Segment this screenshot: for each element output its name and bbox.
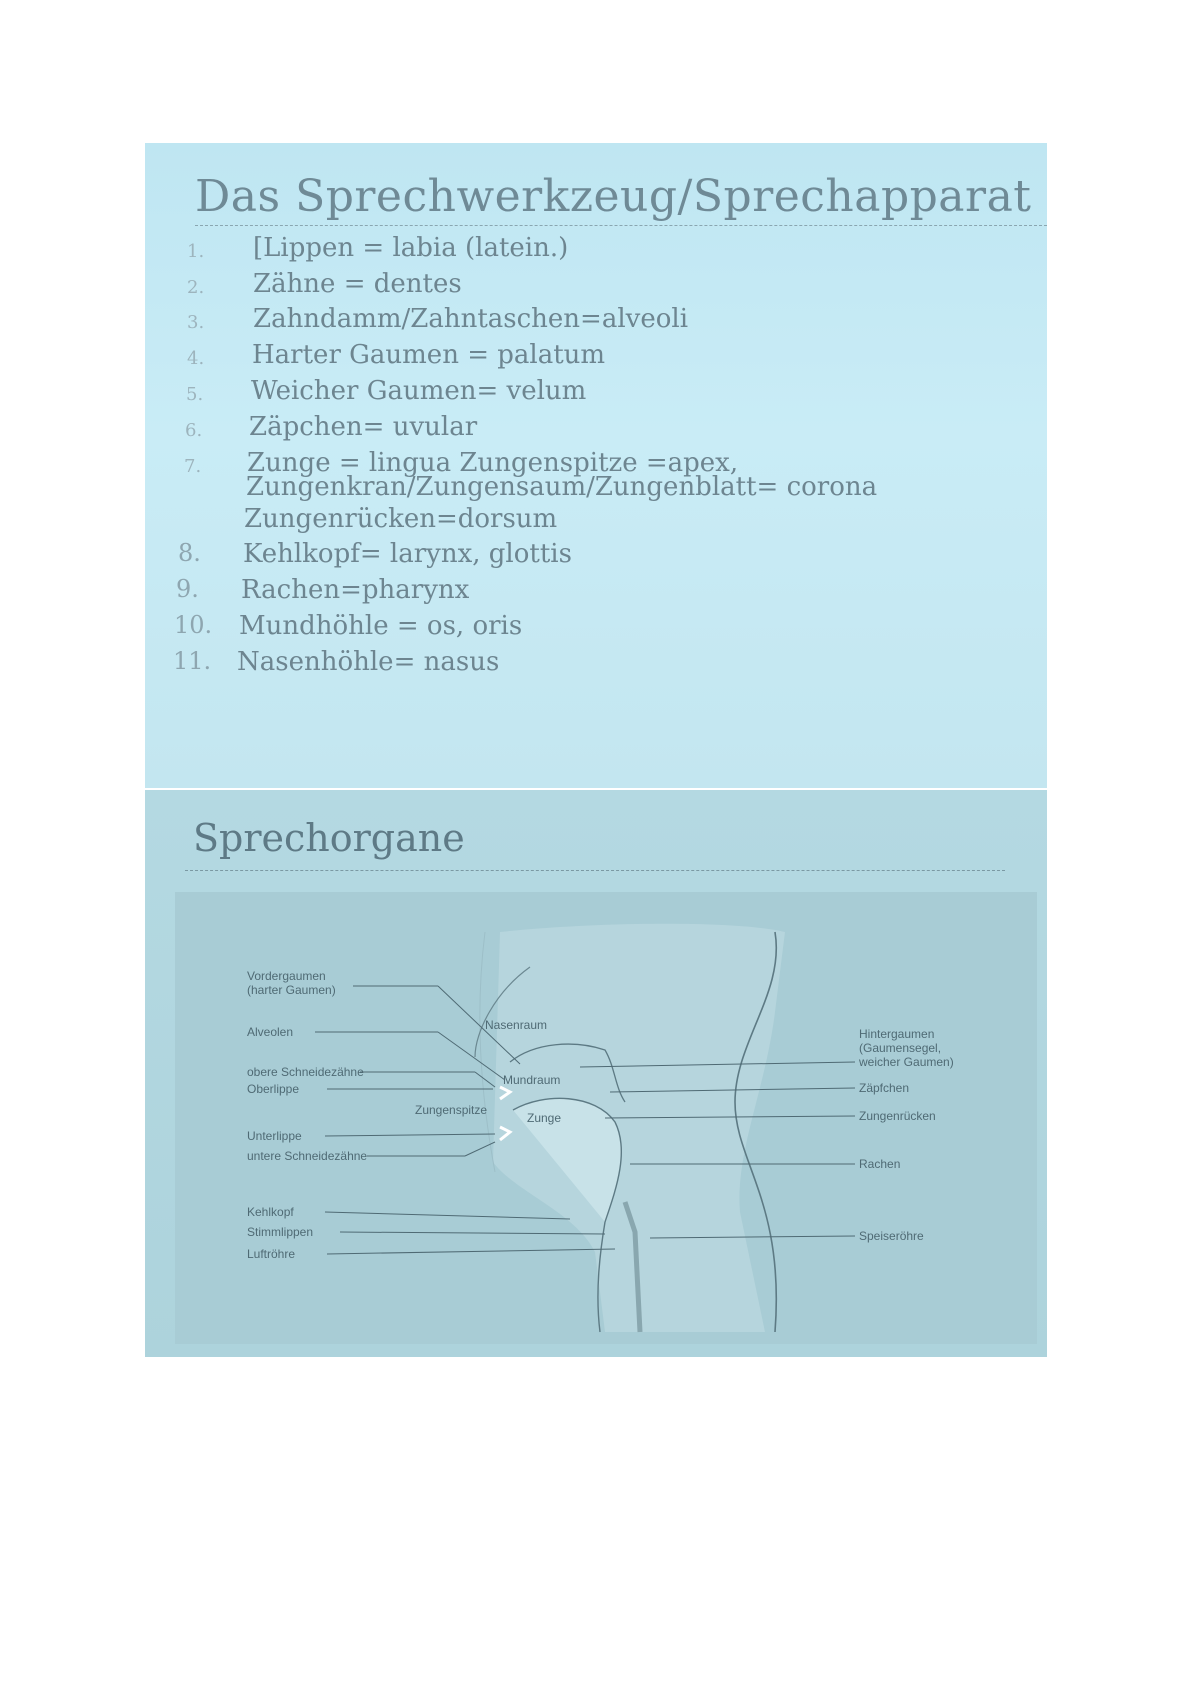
label-harter-gaumen: (harter Gaumen) <box>247 983 336 997</box>
title-divider <box>185 870 1005 871</box>
label-zaepfchen: Zäpfchen <box>859 1081 910 1095</box>
label-hintergaumen: Hintergaumen <box>859 1027 935 1041</box>
label-untere-schneidezaehne: untere Schneidezähne <box>247 1149 368 1163</box>
label-stimmlippen: Stimmlippen <box>247 1225 314 1239</box>
slide-title: Das Sprechwerkzeug/Sprechapparat <box>195 171 1032 222</box>
slide-sprechorgane <box>145 790 1047 1357</box>
label-gaumensegel: (Gaumensegel, <box>859 1041 942 1055</box>
label-kehlkopf: Kehlkopf <box>247 1205 294 1219</box>
speech-organs-diagram <box>175 892 1037 1344</box>
label-vordergaumen: Vordergaumen <box>247 969 326 983</box>
label-oberlippe: Oberlippe <box>247 1082 300 1096</box>
label-rachen: Rachen <box>859 1157 901 1171</box>
label-obere-schneidezaehne: obere Schneidezähne <box>247 1065 364 1079</box>
label-nasenraum: Nasenraum <box>485 1018 548 1032</box>
label-zungenruecken: Zungenrücken <box>859 1109 936 1123</box>
label-zungenspitze: Zungenspitze <box>415 1103 488 1117</box>
title-divider <box>195 225 1047 226</box>
label-weicher-gaumen: weicher Gaumen) <box>859 1055 954 1069</box>
slide-sprechwerkzeug: Das Sprechwerkzeug/Sprechapparat 1. [Lippen = labia (latein.) 2. Zähne = dentes 3. Zahndamm/Zahntaschen=alveoli 4. Harter Gaumen = palatum 5. Weicher Gaumen= velum 6. Zäpchen= uvular 7. Zunge = lingua Zungenspitze =apex, Zungenkran/Zungensaum/Zungenblatt= corona Zungenrücken=dorsum 8. Kehlkopf= larynx, glottis 9. Rachen=pharynx 10. Mundhöhle = os, oris 11. Nasenhöhle= nasus <box>145 143 1047 788</box>
label-alveolen: Alveolen <box>247 1025 294 1039</box>
label-luftroehre: Luftröhre <box>247 1247 296 1261</box>
label-mundraum: Mundraum <box>503 1073 561 1087</box>
label-unterlippe: Unterlippe <box>247 1129 302 1143</box>
label-zunge: Zunge <box>527 1111 562 1125</box>
slide-title: Sprechorgane <box>193 816 465 860</box>
label-speiseroehre: Speiseröhre <box>859 1229 924 1243</box>
anatomy-illustration <box>175 892 1037 1344</box>
